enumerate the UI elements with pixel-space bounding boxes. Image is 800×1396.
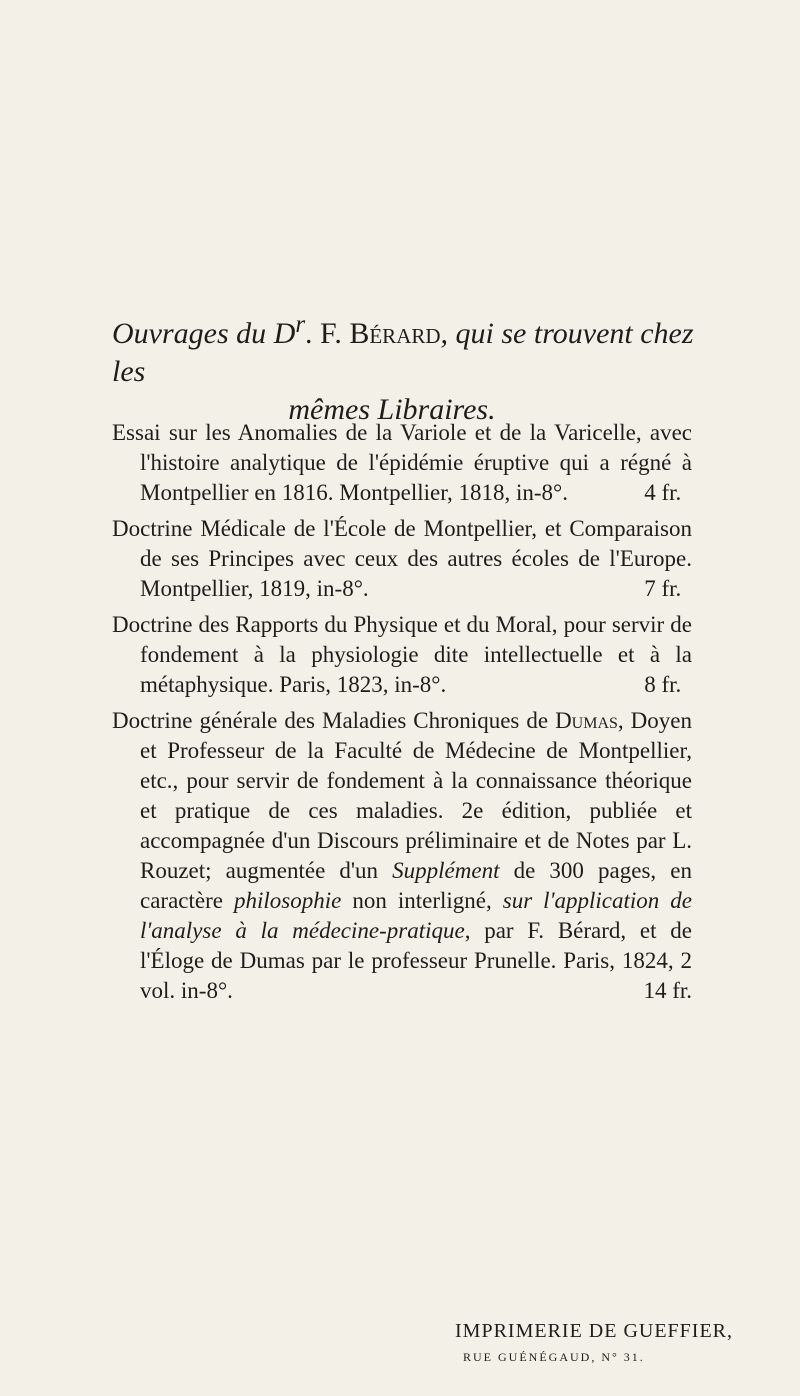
entry-text: Essai sur les Anomalies de la Variole et de la Varicelle, avec l'histoire analytique de l'épidémie éruptive qui a régné à Montpellier en 1816. Montpellier, 1818, in-8°. (112, 420, 692, 505)
entry-price: 4 fr. (644, 480, 682, 505)
heading-line2: mêmes Libraires. (288, 393, 496, 426)
entry-price: 7 fr. (644, 576, 682, 601)
entry-italic: sur l'application de l'analyse à la médecine-pratique (140, 888, 692, 943)
entry-price: 8 fr. (644, 672, 682, 697)
entry-text: , par F. Bérard, et de l'Éloge de Dumas par le professeur Prunelle. Paris, 1824, 2 vol. in-8°. (140, 918, 693, 1003)
book-list (112, 418, 692, 1012)
imprint-printer: IMPRIMERIE DE GUEFFIER, (455, 1320, 734, 1342)
book-entry (112, 706, 692, 1006)
heading-sup: r (295, 311, 306, 338)
entry-text: Doctrine générale des Maladies Chroniques de (112, 708, 556, 733)
entry-author: Dumas (555, 708, 618, 733)
entry-text: Doctrine Médicale de l'École de Montpellier, et Comparaison de ses Principes avec ceux des autres écoles de l'Europe. Montpellier, 1819, in-8°. (112, 516, 692, 601)
imprint-address: RUE GUÉNÉGAUD, N° 31. (463, 1350, 645, 1364)
entry-price: 14 fr. (643, 978, 692, 1003)
book-entry (112, 610, 692, 700)
heading-part1: Ouvrages du D (112, 317, 296, 350)
heading-part3: , qui se trouvent chez les (112, 317, 694, 388)
heading-author: Bérard (349, 317, 441, 350)
heading-part2: . F. (305, 317, 350, 350)
entry-italic: philosophie (233, 888, 342, 913)
book-entry (112, 418, 692, 508)
imprint (455, 1318, 755, 1370)
entry-text: de 300 pages, en caractère (140, 858, 693, 913)
entry-italic: Supplément (392, 858, 500, 883)
entry-text: Doctrine des Rapports du Physique et du Moral, pour servir de fondement à la physiologie dite intellectuelle et à la métaphysique. Paris, 1823, in-8°. (112, 612, 692, 697)
entry-text: non interligné, (341, 888, 503, 913)
book-entry (112, 514, 692, 604)
catalog-heading (112, 306, 712, 429)
entry-text: , Doyen et Professeur de la Faculté de Médecine de Montpellier, etc., pour servir de fondement à la connaissance théorique et pratique de ces maladies. 2e édition, publiée et accompagnée d'un Discours préliminaire et de Notes par L. Rouzet; augmentée d'un (140, 708, 692, 883)
